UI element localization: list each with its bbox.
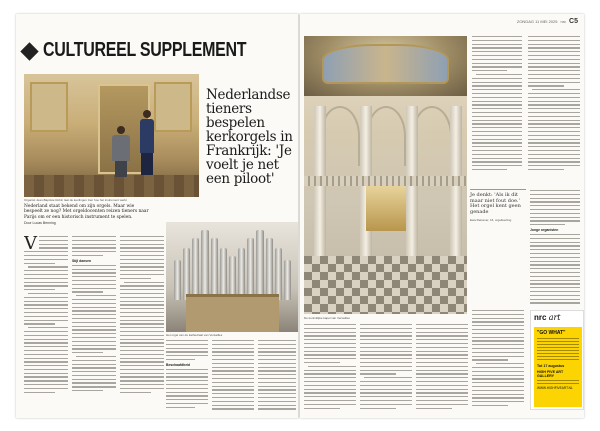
page-number: C5 xyxy=(569,18,578,25)
header-brand: nrc xyxy=(560,19,567,24)
pull-quote xyxy=(470,189,526,224)
advert-title: "GO WHAT" xyxy=(537,330,566,336)
pull-quote-byline: Ewa Reissner, 16, orgelleerling xyxy=(470,218,512,223)
caption-chapel: De koninklijke kapel van Versailles xyxy=(304,316,350,320)
subhead-2: Beschaafdheid xyxy=(166,362,191,367)
advert-venue: HIGH FIVE ART GALLERY xyxy=(537,370,564,378)
text-column-9 xyxy=(530,190,580,306)
byline: Door Lucas Benning xyxy=(24,221,56,226)
text-column-12 xyxy=(416,324,468,412)
text-column-13 xyxy=(472,310,524,412)
section-title: CULTUREEL SUPPLEMENT xyxy=(43,39,247,61)
text-column-2 xyxy=(72,236,116,412)
photo-organ xyxy=(166,222,299,332)
photo-chapel xyxy=(304,36,467,314)
subhead-3: Jonge organisten xyxy=(530,227,559,232)
text-column-3 xyxy=(120,236,164,412)
page-header xyxy=(517,18,578,25)
advert-website[interactable]: WWW.HIGHFIVEART.NL xyxy=(537,386,573,390)
text-column-7 xyxy=(472,36,522,186)
left-page xyxy=(16,14,299,418)
text-column-5 xyxy=(212,340,254,412)
pull-quote-text: Je denkt: 'Als ik dit maar niet fout doe.' Het orgel kent geen genade xyxy=(470,192,521,215)
header-date: ZONDAG 11 MEI 2025 xyxy=(516,19,558,24)
article-headline: Nederlandse tieners bespelen kerkorgels in Frankrijk: 'Je voelt je net een piloot' xyxy=(206,87,293,187)
caption-organ: Het orgel van de kathedraal van Versailles xyxy=(166,333,223,337)
nrc-label: nrc xyxy=(534,313,547,322)
article-intro xyxy=(24,204,154,227)
subhead-1: Stijl dansen xyxy=(72,258,92,263)
photo-hall-students xyxy=(24,74,199,197)
text-column-1 xyxy=(24,236,68,412)
nrc-art-logo xyxy=(531,311,583,322)
intro-text: Nederland staat bekend om zijn orgels. Maar wie bespeelt ze nog? Met orgeldocenten reizen tieners naar Parijs om er een historisch instrument te spelen. xyxy=(24,204,149,220)
text-column-8 xyxy=(528,36,580,186)
art-label: art xyxy=(548,313,561,322)
nrc-art-box xyxy=(530,310,584,410)
diamond-icon xyxy=(20,42,38,60)
section-header xyxy=(20,39,247,61)
text-column-10 xyxy=(304,324,356,412)
text-column-6 xyxy=(258,340,296,412)
caption-hall: Organist Jean-Baptiste Robin laat de leerlingen zien hoe het instrument werkt xyxy=(24,198,127,202)
right-page xyxy=(300,14,584,418)
advert-date: Tot 17 augustus xyxy=(537,364,565,368)
text-column-4 xyxy=(166,340,208,412)
exhibition-advert[interactable] xyxy=(534,327,582,407)
text-column-11 xyxy=(360,324,412,412)
drop-cap: V xyxy=(24,236,37,254)
